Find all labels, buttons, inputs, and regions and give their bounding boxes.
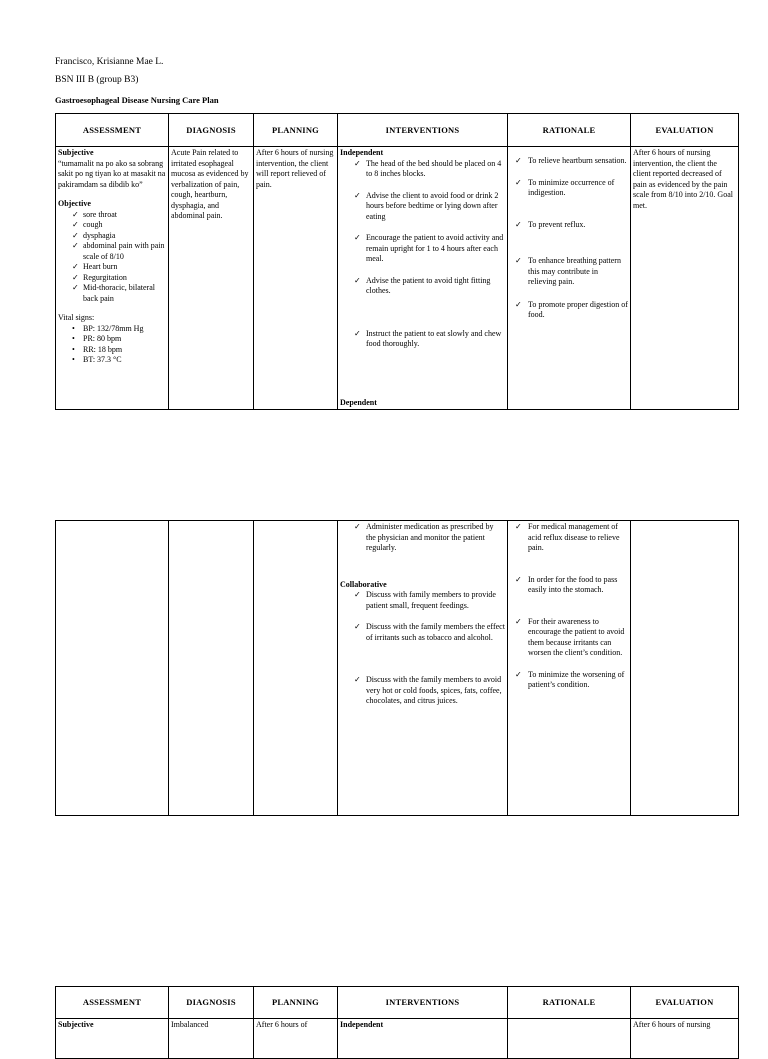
col-header-planning: PLANNING xyxy=(254,987,338,1019)
rationale-cell xyxy=(508,1019,631,1059)
collaborative-label: Collaborative xyxy=(340,579,387,589)
check-icon: ✓ xyxy=(354,590,361,599)
bullet-icon: • xyxy=(72,323,75,333)
check-icon: ✓ xyxy=(515,156,522,165)
list-item: ✓ For medical management of acid reflux disease to relieve pain. xyxy=(515,522,620,552)
list-item: ✓ Heart burn xyxy=(72,262,118,271)
col-header-assessment: ASSESSMENT xyxy=(56,114,169,147)
check-icon: ✓ xyxy=(515,522,522,531)
interventions-cell xyxy=(338,147,508,410)
check-icon: ✓ xyxy=(72,241,79,250)
planning-cell: After 6 hours of nursing intervention, the client will report relieved of pain. xyxy=(254,147,338,410)
list-item: ✓ For their awareness to encourage the patient to avoid them because irritants can worsen the client’s condition. xyxy=(515,616,625,657)
evaluation-cell: After 6 hours of nursing intervention, the client the client reported decreased of pain as evidenced by the pain scale from 8/10 into 2/10. Goal met. xyxy=(631,147,739,410)
check-icon: ✓ xyxy=(515,616,522,626)
col-header-evaluation: EVALUATION xyxy=(631,114,739,147)
subjective-text: “tumamalit na po ako sa sobrang sakit po ng tiyan ko at masakit na pakiramdam sa dibdib ko” xyxy=(58,158,166,189)
student-section: BSN III B (group B3) xyxy=(55,75,139,85)
list-item: • BT: 37.3 °C xyxy=(72,355,122,364)
list-item: ✓ In order for the food to pass easily into the stomach. xyxy=(515,574,618,594)
assessment-cell: Subjective xyxy=(56,1019,169,1059)
list-item: ✓ To prevent reflux. xyxy=(515,219,586,229)
list-item: ✓ Discuss with the family members the effect of irritants such as tobacco and alcohol. xyxy=(354,622,505,642)
list-item: ✓ To relieve heartburn sensation. xyxy=(515,156,627,165)
subjective-label: Subjective xyxy=(58,148,94,157)
list-item: ✓ To minimize occurrence of indigestion. xyxy=(515,177,615,197)
col-header-rationale: RATIONALE xyxy=(508,987,631,1019)
list-item: ✓ To promote proper digestion of food. xyxy=(515,299,628,319)
check-icon: ✓ xyxy=(72,220,79,229)
check-icon: ✓ xyxy=(515,177,522,187)
list-item: ✓ sore throat xyxy=(72,209,117,219)
interventions-list xyxy=(340,159,505,350)
check-icon: ✓ xyxy=(515,299,522,309)
list-item: • PR: 80 bpm xyxy=(72,334,122,343)
bullet-icon: • xyxy=(72,344,75,354)
bullet-icon: • xyxy=(72,355,75,364)
list-item: ✓ To minimize the worsening of patient’s condition. xyxy=(515,669,625,689)
evaluation-cell: After 6 hours of nursing xyxy=(631,1019,739,1059)
vital-signs-list xyxy=(58,324,166,366)
check-icon: ✓ xyxy=(515,219,522,229)
check-icon: ✓ xyxy=(354,233,361,242)
bullet-icon: • xyxy=(72,334,75,343)
dependent-label: Dependent xyxy=(340,397,377,407)
col-header-diagnosis: DIAGNOSIS xyxy=(169,114,254,147)
document-title: Gastroesophageal Disease Nursing Care Plan xyxy=(55,95,219,105)
col-header-interventions: INTERVENTIONS xyxy=(338,987,508,1019)
list-item: ✓ Encourage the patient to avoid activity and remain upright for 1 to 4 hours after each meal. xyxy=(354,233,504,263)
check-icon: ✓ xyxy=(354,275,361,285)
list-item: • RR: 18 bpm xyxy=(72,344,123,354)
list-item: ✓ dysphagia xyxy=(72,230,116,240)
check-icon: ✓ xyxy=(72,262,79,271)
planning-cell: After 6 hours of xyxy=(254,1019,338,1059)
planning-cell xyxy=(254,521,338,816)
check-icon: ✓ xyxy=(515,256,522,265)
col-header-interventions: INTERVENTIONS xyxy=(338,114,508,147)
list-item: ✓ Discuss with the family members to avoid very hot or cold foods, spices, fats, coffee, chocolates, and citrus juices. xyxy=(354,675,502,705)
check-icon: ✓ xyxy=(515,669,522,679)
table-row xyxy=(56,521,739,816)
rationale-cell xyxy=(508,521,631,816)
collaborative-interventions-list xyxy=(340,590,505,707)
objective-list xyxy=(58,210,166,305)
list-item: ✓ cough xyxy=(72,220,103,229)
dependent-interventions-list xyxy=(340,522,505,554)
care-plan-table-3-clip xyxy=(55,986,739,1029)
diagnosis-cell: Imbalanced xyxy=(169,1019,254,1059)
check-icon: ✓ xyxy=(72,283,79,292)
care-plan-table-3 xyxy=(55,986,739,1059)
check-icon: ✓ xyxy=(354,622,361,631)
rationale-cell xyxy=(508,147,631,410)
list-item: ✓ Instruct the patient to eat slowly and chew food thoroughly. xyxy=(354,328,502,348)
list-item: ✓ Advise the client to avoid food or drink 2 hours before bedtime or lying down after eating xyxy=(354,190,499,221)
interventions-cell: Independent xyxy=(338,1019,508,1059)
table-header-row xyxy=(56,987,739,1019)
rationale-list xyxy=(510,522,628,691)
list-item: • BP: 132/78mm Hg xyxy=(72,323,144,333)
check-icon: ✓ xyxy=(354,190,361,200)
list-item: ✓ abdominal pain with pain scale of 8/10 xyxy=(72,241,165,261)
col-header-assessment: ASSESSMENT xyxy=(56,987,169,1019)
objective-label: Objective xyxy=(58,199,91,208)
col-header-evaluation: EVALUATION xyxy=(631,987,739,1019)
list-item: ✓ Regurgitation xyxy=(72,272,127,282)
list-item: ✓ The head of the bed should be placed on 4 to 8 inches blocks. xyxy=(354,158,502,178)
check-icon: ✓ xyxy=(354,675,361,684)
list-item: ✓ Discuss with family members to provide patient small, frequent feedings. xyxy=(354,590,496,610)
col-header-planning: PLANNING xyxy=(254,114,338,147)
assessment-cell xyxy=(56,147,169,410)
check-icon: ✓ xyxy=(72,209,79,219)
table-row xyxy=(56,147,739,410)
care-plan-table-1 xyxy=(55,113,739,410)
list-item: ✓ Advise the patient to avoid tight fitting clothes. xyxy=(354,275,491,295)
list-item: ✓ Mid-thoracic, bilateral back pain xyxy=(72,283,155,303)
list-item: ✓ To enhance breathing pattern this may contribute in relieving pain. xyxy=(515,256,621,286)
check-icon: ✓ xyxy=(72,230,79,240)
interventions-cell xyxy=(338,521,508,816)
diagnosis-cell xyxy=(169,521,254,816)
independent-label: Independent xyxy=(340,148,384,157)
check-icon: ✓ xyxy=(354,158,361,168)
table-row xyxy=(56,1019,739,1059)
assessment-cell xyxy=(56,521,169,816)
student-name: Francisco, Krisianne Mae L. xyxy=(55,57,164,67)
check-icon: ✓ xyxy=(354,328,361,338)
list-item: ✓ Administer medication as prescribed by the physician and monitor the patient regularly. xyxy=(354,522,494,552)
check-icon: ✓ xyxy=(354,522,361,531)
check-icon: ✓ xyxy=(72,272,79,282)
col-header-diagnosis: DIAGNOSIS xyxy=(169,987,254,1019)
check-icon: ✓ xyxy=(515,574,522,584)
care-plan-table-2 xyxy=(55,520,739,816)
diagnosis-cell: Acute Pain related to irritated esophageal mucosa as evidenced by verbalization of pain, cough, heartburn, dysphagia, and abdominal pain. xyxy=(169,147,254,410)
vital-signs-label: Vital signs: xyxy=(58,313,95,322)
rationale-list xyxy=(510,156,628,321)
evaluation-cell xyxy=(631,521,739,816)
table-header-row xyxy=(56,114,739,147)
col-header-rationale: RATIONALE xyxy=(508,114,631,147)
